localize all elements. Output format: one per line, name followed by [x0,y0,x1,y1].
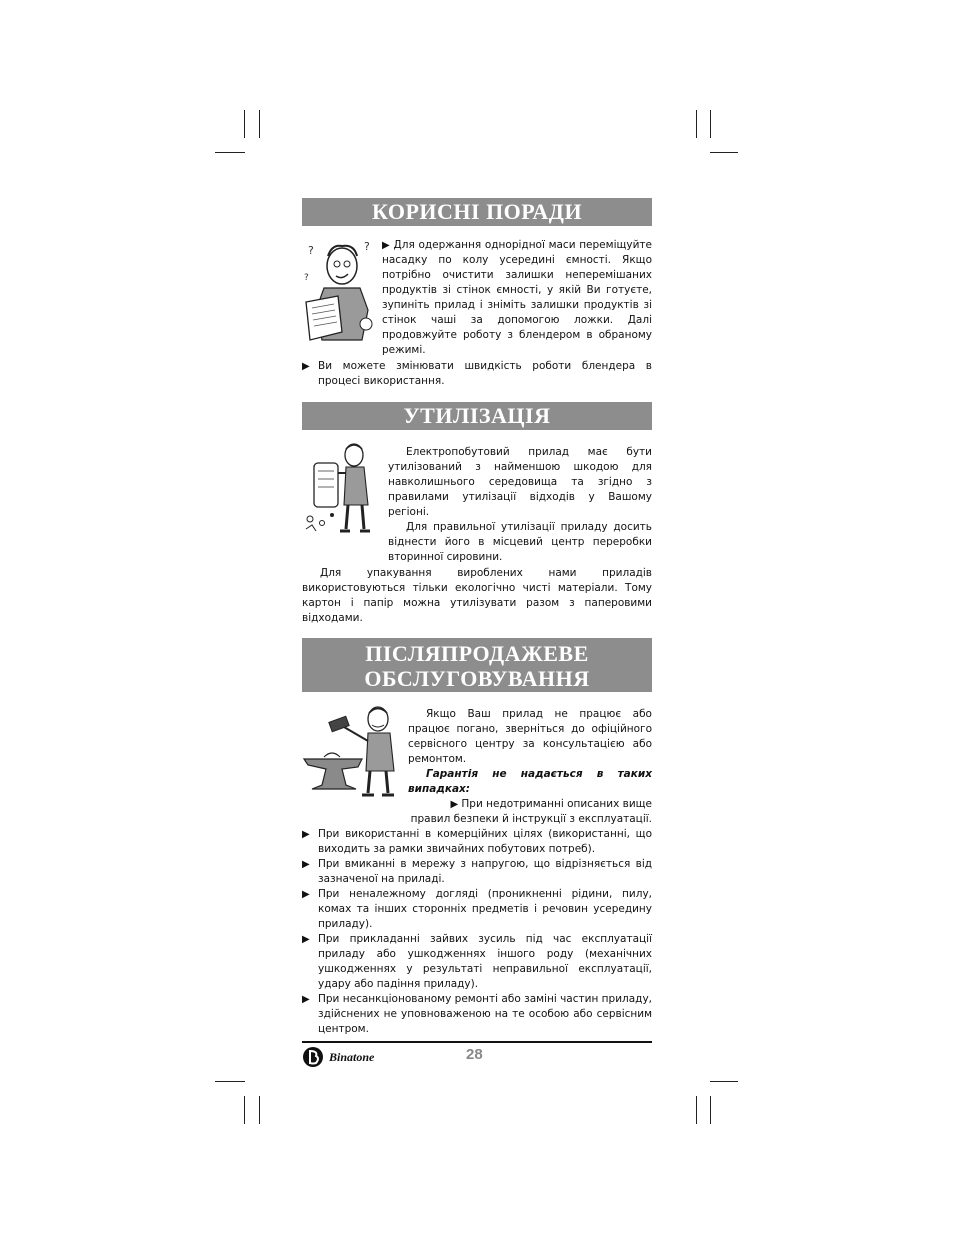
warranty-item-text: При вмиканні в мережу з напругою, що відрізняється від зазначеної на приладі. [318,858,652,885]
crop-mark [215,152,245,153]
section-title-after-sales-service [302,638,652,692]
crop-mark [244,110,245,138]
tip-item [302,359,652,389]
crop-mark [710,152,738,153]
content-column [302,198,652,1037]
section-title-useful-tips: КОРИСНІ ПОРАДИ [302,198,652,226]
man-carrying-appliance-illustration [302,443,386,535]
warranty-item [302,827,652,857]
tip-item [382,238,652,358]
warranty-item-text: При неналежному догляді (проникненні рідини, пилу, комах та інших сторонніх предметів і речовин усередину приладу). [318,888,652,930]
svg-text:?: ? [364,240,370,253]
crop-mark [696,110,697,138]
footer-rule [302,1041,652,1043]
bullet-icon: ▶ [302,361,310,372]
disposal-paragraph-1: Електропобутовий прилад має бути утилізований з найменшою шкодою для навколишнього середовища та згідно з правилами утилізації відходів у Вашому регіоні. [388,446,652,518]
section-disposal-body [302,445,652,626]
bullet-icon: ▶ [302,829,310,840]
bullet-icon: ▶ [302,934,310,945]
warranty-item-text: При несанкціонованому ремонті або заміні частин приладу, здійснених не уповноваженою на те особою або сервісним центром. [318,993,652,1035]
warranty-heading: Гарантія не надається в таких випадках: [408,768,652,795]
section-useful-tips-body [302,238,652,389]
warranty-item [302,992,652,1037]
warranty-item [302,932,652,992]
crop-mark [710,1081,738,1082]
warranty-item-1-start: ▶ При недотриманні описаних вище правил безпеки й інструкції з експлуатації. [410,798,652,825]
warranty-item [302,887,652,932]
crop-mark [259,110,260,138]
crop-mark [259,1096,260,1124]
warranty-item [302,857,652,887]
disposal-paragraph-3: Для упакування вироблених нами приладів використовуються тільки екологічно чисті матеріали. Тому картон і папір можна утилізувати разом з паперовими відходами. [302,567,652,624]
svg-text:?: ? [304,273,309,283]
title-line-2: ОБСЛУГОВУВАННЯ [364,666,590,691]
tip-text-2: Ви можете змінювати швидкість роботи блендера в процесі використання. [318,360,652,387]
binatone-logo-icon [302,1046,326,1068]
confused-man-reading-illustration [302,240,380,344]
page-number: 28 [466,1046,483,1063]
bullet-icon: ▶ [302,859,310,870]
bullet-icon: ▶ [450,799,462,810]
title-line-1: ПІСЛЯПРОДАЖЕВЕ [365,641,589,666]
crop-mark [215,1081,245,1082]
crop-mark [710,1096,711,1124]
section-title-disposal: УТИЛІЗАЦІЯ [302,402,652,430]
bullet-icon: ▶ [302,994,310,1005]
disposal-paragraph-2: Для правильної утилізації приладу досить віднести його в місцевий центр переробки вторинної сировини. [388,521,652,563]
crop-mark [696,1096,697,1124]
crop-mark [244,1096,245,1124]
tip-text-1: ▶ Для одержання однорідної маси переміщуйте насадку по колу усередині ємності. Якщо потрібно очистити залишки неперемішаних продуктів зі стінок ємності, у якій Ви готуєте, зупиніть прилад і зніміть залишки продуктів зі стінок чаші за допомогою ложки. Далі продовжуйте роботу з блендером в обраному режимі. [382,239,652,356]
brand-logo [302,1046,374,1068]
man-with-hammer-anvil-illustration [302,705,406,801]
crop-mark [710,110,711,138]
warranty-item-text: При прикладанні зайвих зусиль під час експлуатації приладу або ушкодженнях іншого роду (механічних ушкодженнях у результаті неправильної експлуатації, удару або падіння приладу). [318,933,652,990]
warranty-item-text: При використанні в комерційних цілях (використанні, що виходить за рамки звичайних побутових потреб). [318,828,652,855]
service-paragraph-1: Якщо Ваш прилад не працює або працює погано, зверніться до офіційного сервісного центру за консультацією або ремонтом. [408,708,652,765]
bullet-icon: ▶ [382,240,394,251]
svg-text:?: ? [308,244,314,257]
section-service-body [302,707,652,1037]
brand-name: Binatone [329,1049,375,1064]
bullet-icon: ▶ [302,889,310,900]
